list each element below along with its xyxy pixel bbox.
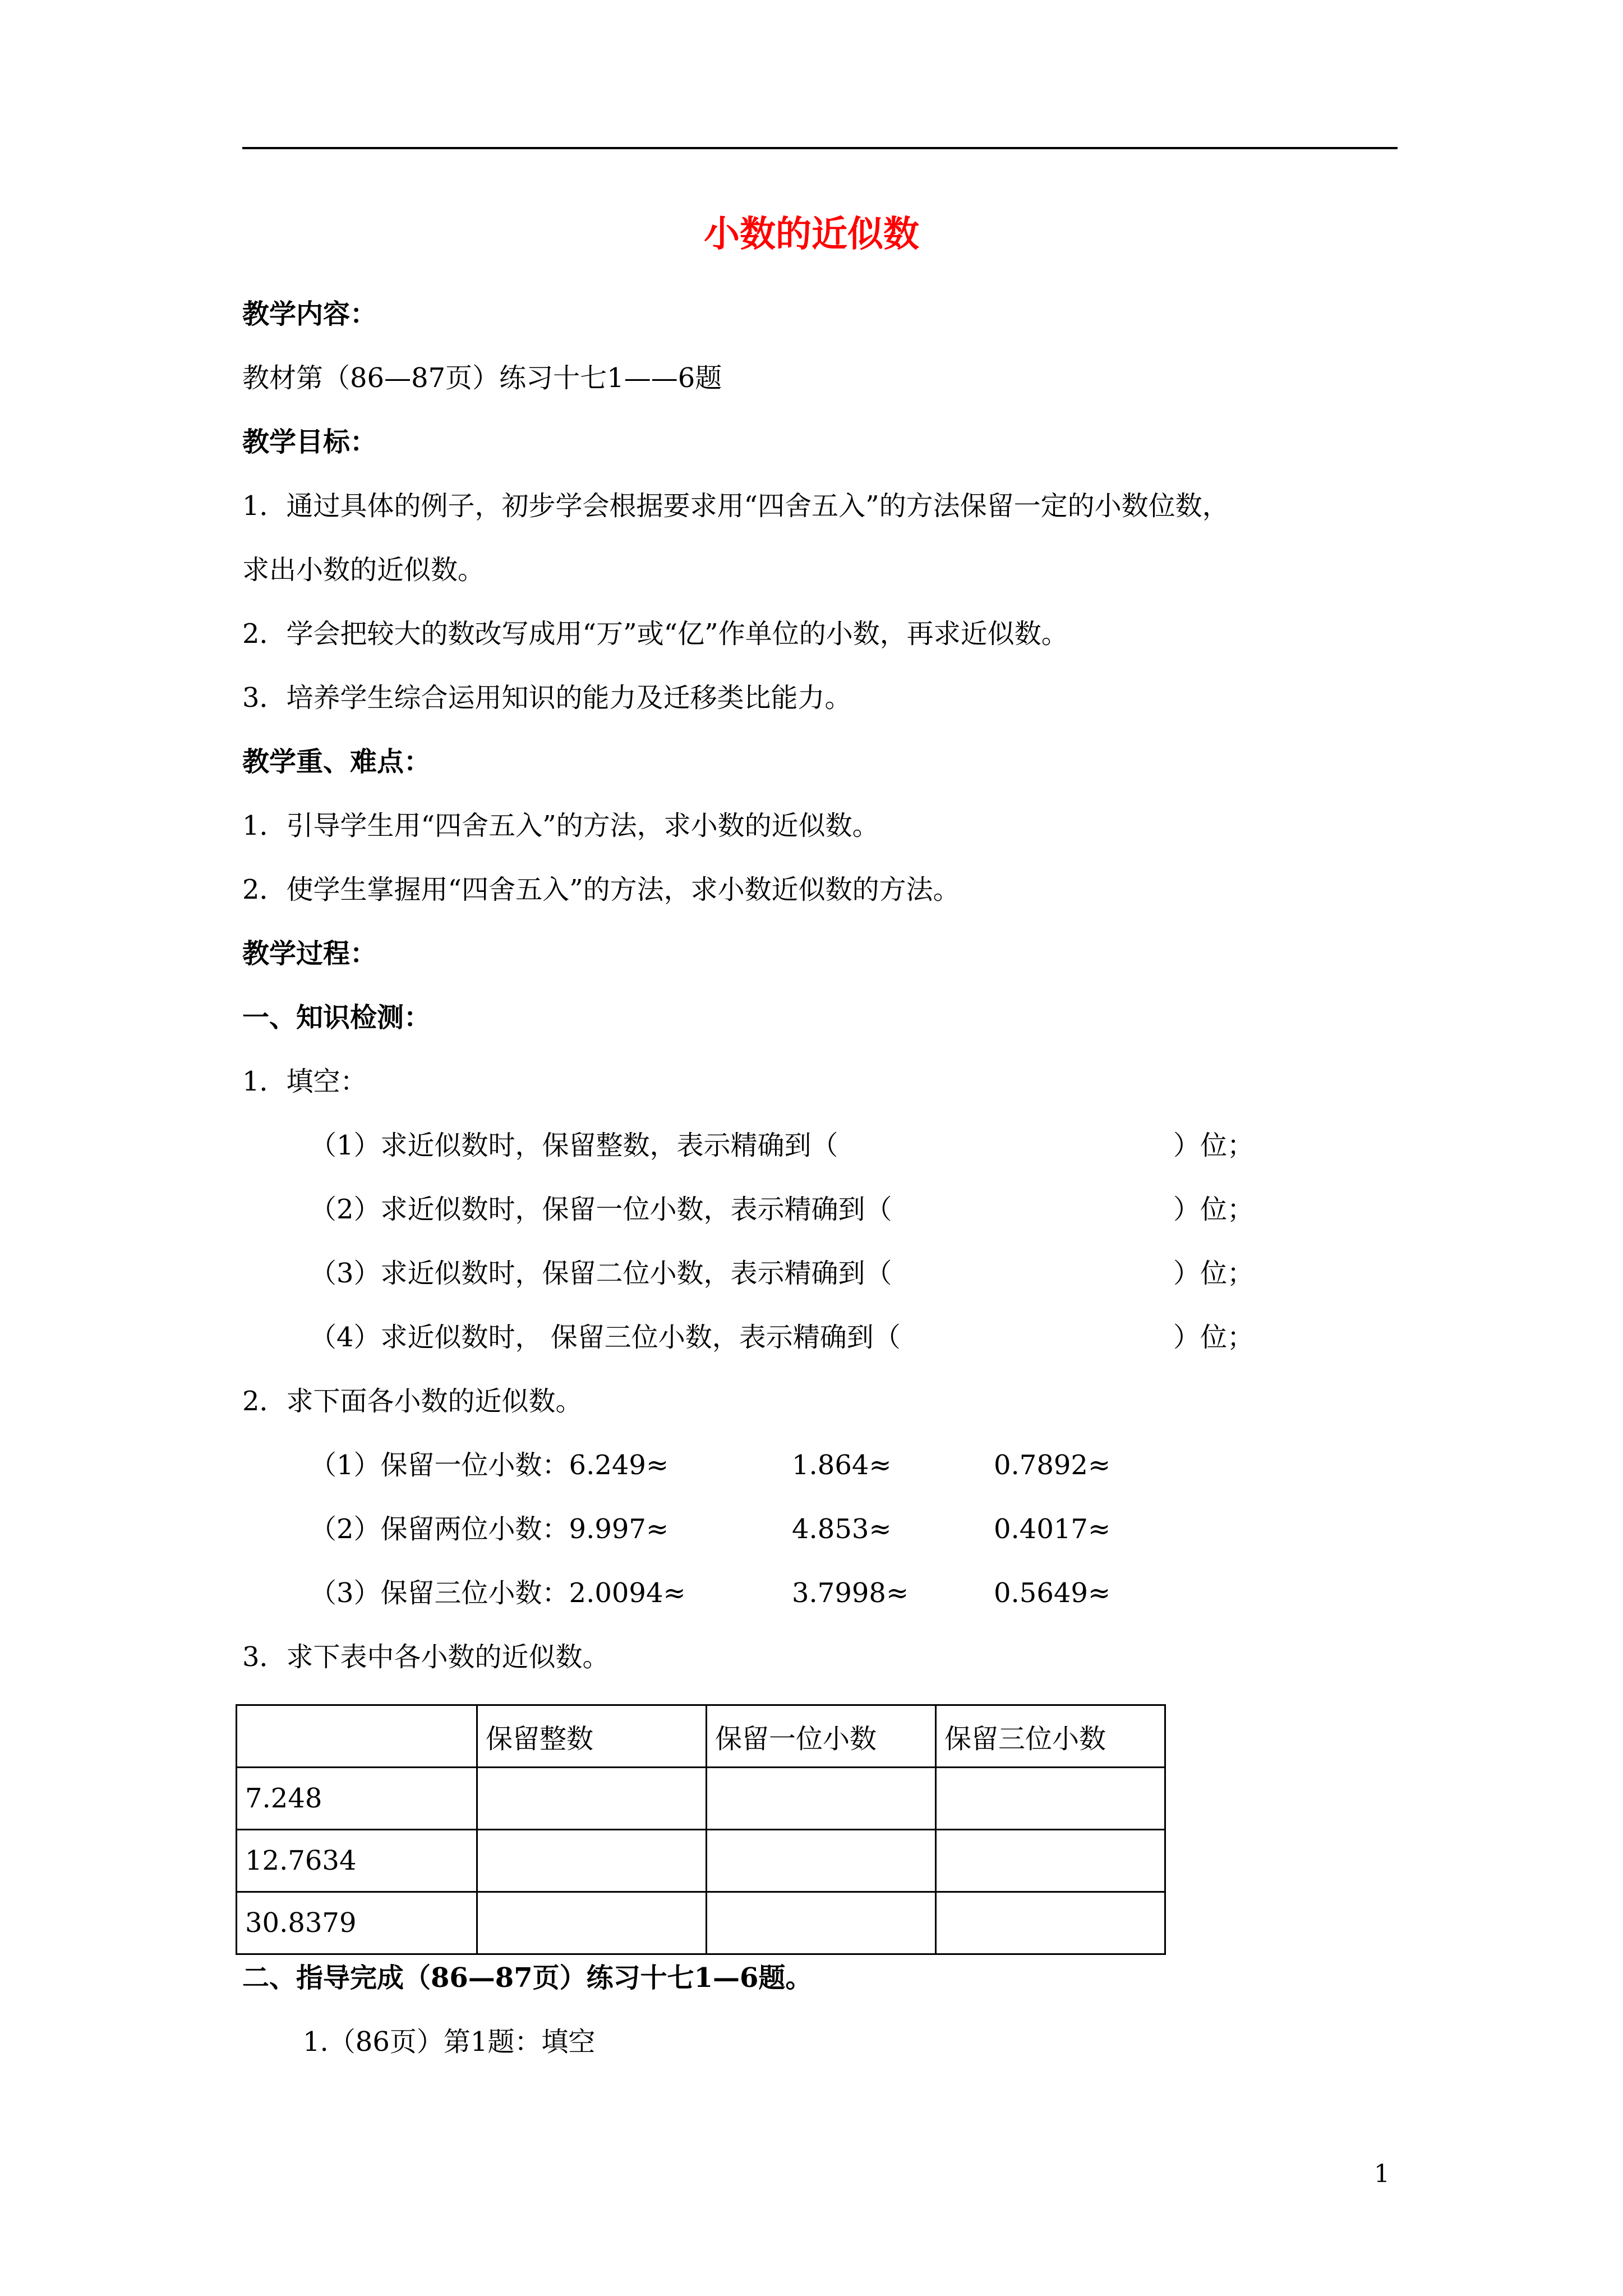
goal-1-line-1: 1．通过具体的例子，初步学会根据要求用“四舍五入”的方法保留一定的小数位数， [242, 490, 1229, 522]
fill-item-end: ）位； [1173, 1130, 1255, 1161]
table-cell: 30.8379 [237, 1892, 477, 1954]
question-1-label: 1．填空： [242, 1066, 367, 1097]
table-cell[interactable] [707, 1768, 936, 1830]
fill-item-text: （3）求近似数时，保留二位小数，表示精确到（ [310, 1258, 892, 1289]
table-cell[interactable] [707, 1892, 936, 1954]
content-text: 教材第（86—87页）练习十七1——6题 [242, 362, 722, 394]
approx-row-value-c: 0.5649≈ [994, 1577, 1111, 1609]
process-heading: 教学过程： [242, 938, 377, 969]
fill-item [310, 1130, 1255, 1162]
approx-row-value-b: 1.864≈ [792, 1450, 892, 1481]
approx-row-value-c: 0.7892≈ [994, 1450, 1111, 1481]
goal-1-line-2: 求出小数的近似数。 [242, 554, 485, 586]
approx-row-value-b: 3.7998≈ [792, 1577, 909, 1609]
table-header-cell: 保留一位小数 [707, 1705, 936, 1768]
goals-heading: 教学目标： [242, 426, 377, 458]
fill-item [310, 1194, 1255, 1226]
table-cell[interactable] [707, 1830, 936, 1892]
goal-3: 3．培养学生综合运用知识的能力及迁移类比能力。 [242, 682, 852, 714]
section-2-heading: 二、指导完成（86—87页）练习十七1—6题。 [242, 1962, 813, 1994]
fill-item [310, 1322, 1255, 1354]
table-cell[interactable] [936, 1768, 1165, 1830]
table-cell: 12.7634 [237, 1830, 477, 1892]
table-row [237, 1892, 1165, 1954]
table-row [237, 1768, 1165, 1830]
key-point-2: 2．使学生掌握用“四舍五入”的方法，求小数近似数的方法。 [242, 874, 960, 905]
approx-row-value-c: 0.4017≈ [994, 1513, 1111, 1545]
header-rule [242, 147, 1398, 149]
fill-item-text: （1）求近似数时，保留整数，表示精确到（ [310, 1130, 838, 1161]
page-number: 1 [1374, 2160, 1390, 2188]
approx-row-label: （1）保留一位小数：6.249≈ [310, 1450, 669, 1481]
fill-item-end: ）位； [1173, 1258, 1255, 1289]
table-header-cell: 保留整数 [477, 1705, 707, 1768]
content-heading: 教学内容： [242, 298, 377, 330]
fill-item-text: （4）求近似数时， 保留三位小数，表示精确到（ [310, 1322, 901, 1353]
table-cell[interactable] [936, 1892, 1165, 1954]
fill-item [310, 1258, 1255, 1290]
table-header-cell [237, 1705, 477, 1768]
table-header-row [237, 1705, 1165, 1768]
fill-item-end: ）位； [1173, 1322, 1255, 1353]
page-title: 小数的近似数 [704, 213, 919, 255]
key-point-1: 1．引导学生用“四舍五入”的方法，求小数的近似数。 [242, 810, 879, 841]
key-points-heading: 教学重、难点： [242, 746, 431, 777]
approx-row-value-b: 4.853≈ [792, 1513, 892, 1545]
section-2-item-1: 1.（86页）第1题：填空 [303, 2026, 596, 2058]
question-3-label: 3．求下表中各小数的近似数。 [242, 1641, 610, 1673]
approx-row-label: （2）保留两位小数：9.997≈ [310, 1513, 669, 1545]
fill-item-text: （2）求近似数时，保留一位小数，表示精确到（ [310, 1194, 892, 1225]
table-cell[interactable] [936, 1830, 1165, 1892]
goal-2: 2．学会把较大的数改写成用“万”或“亿”作单位的小数，再求近似数。 [242, 618, 1068, 650]
table-header-cell: 保留三位小数 [936, 1705, 1165, 1768]
table-cell[interactable] [477, 1830, 707, 1892]
table-cell: 7.248 [237, 1768, 477, 1830]
fill-item-end: ）位； [1173, 1194, 1255, 1225]
approximation-table [236, 1704, 1166, 1955]
table-cell[interactable] [477, 1892, 707, 1954]
question-2-label: 2．求下面各小数的近似数。 [242, 1386, 583, 1417]
section-1-heading: 一、知识检测： [242, 1002, 431, 1033]
table-cell[interactable] [477, 1768, 707, 1830]
approx-row-label: （3）保留三位小数：2.0094≈ [310, 1577, 686, 1609]
table-row [237, 1830, 1165, 1892]
